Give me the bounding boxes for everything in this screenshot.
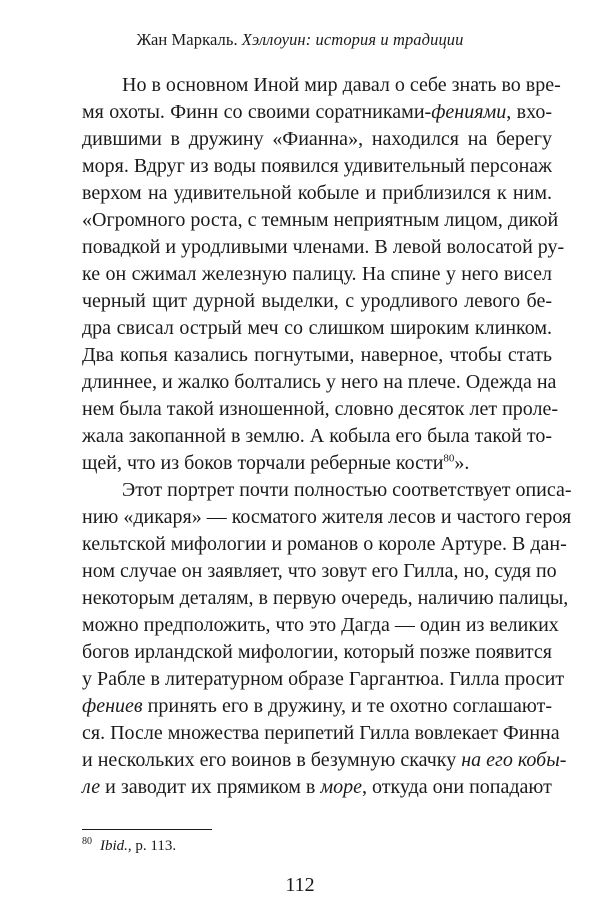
text-segment: кельтской мифологии и романов о короле Артуре. В дан- xyxy=(82,533,567,555)
text-segment: некоторым деталям, в первую очередь, наличию палицы, xyxy=(82,587,569,609)
text-segment: у Рабле в литературном образе Гаргантюа. Гилла просит xyxy=(82,668,565,690)
text-line xyxy=(82,315,552,342)
text-segment: жала закопанной в землю. А кобыла его была такой то- xyxy=(82,425,552,447)
text-line xyxy=(82,180,552,207)
footnote-rule xyxy=(82,829,212,830)
text-line xyxy=(82,639,552,666)
text-line xyxy=(82,612,559,639)
text-line xyxy=(82,207,559,234)
text-segment: ся. После множества перипетий Гилла вовлекает Финна xyxy=(82,722,560,744)
footnote-source: Ibid. xyxy=(100,838,128,854)
running-header xyxy=(0,30,600,50)
text-segment: , откуда они попадают xyxy=(361,776,552,798)
text-segment: , вхо- xyxy=(506,101,552,123)
text-line xyxy=(82,261,552,288)
text-line xyxy=(82,477,572,504)
text-line xyxy=(82,369,557,396)
italic-text: море xyxy=(320,776,362,798)
text-segment: нем была такой изношенной, словно десяток лет проле- xyxy=(82,398,559,420)
text-line xyxy=(82,342,552,369)
text-line xyxy=(82,153,552,180)
text-segment: принять его в дружину, и те охотно соглашают- xyxy=(142,695,552,717)
text-segment: Два копья казались погнутыми, наверное, чтобы стать xyxy=(82,344,552,366)
text-segment: верхом на удивительной кобыле и приблизился к ним. xyxy=(82,182,552,204)
text-segment: моря. Вдруг из воды появился удивительный персонаж xyxy=(82,155,552,177)
text-line xyxy=(82,504,572,531)
header-author: Жан Маркаль. xyxy=(136,30,238,49)
text-segment: дившими в дружину «Фианна», находился на берегу xyxy=(82,128,552,150)
text-line xyxy=(82,774,552,801)
text-segment: дра свисал острый меч со слишком широким клинком. xyxy=(82,317,552,339)
text-line xyxy=(82,693,552,720)
text-line xyxy=(82,423,552,450)
text-line xyxy=(82,585,569,612)
text-segment: ». xyxy=(454,452,470,474)
text-line xyxy=(82,666,565,693)
text-line xyxy=(82,720,560,747)
text-segment: Этот портрет почти полностью соответствует описа- xyxy=(122,479,572,501)
italic-text: фениями xyxy=(431,101,507,123)
text-segment: черный щит дурной выделки, с уродливого левого бе- xyxy=(82,290,552,312)
text-segment: и заводит их прямиком в xyxy=(100,776,321,798)
text-segment: богов ирландской мифологии, который позже появится xyxy=(82,641,552,663)
text-line xyxy=(82,126,552,153)
text-segment: щей, что из боков торчали реберные кости xyxy=(82,452,444,474)
italic-text: на его кобы- xyxy=(461,749,567,771)
paragraph xyxy=(82,72,565,477)
text-segment: можно предположить, что это Дагда — один из великих xyxy=(82,614,559,636)
text-segment: «Огромного роста, с темным неприятным лицом, дикой xyxy=(82,209,559,231)
text-line xyxy=(82,450,552,477)
paragraph xyxy=(82,477,572,801)
text-segment: и нескольких его воинов в безумную скачку xyxy=(82,749,462,771)
text-segment: повадкой и уродливыми членами. В левой волосатой ру- xyxy=(82,236,565,258)
header-title: Хэллоуин: история и традиции xyxy=(241,30,464,49)
text-line xyxy=(82,288,552,315)
text-segment: ке он сжимал железную палицу. На спине у него висел xyxy=(82,263,552,285)
italic-text: фениев xyxy=(82,695,143,717)
page-number: 112 xyxy=(285,874,315,896)
text-line xyxy=(82,396,559,423)
text-line xyxy=(82,531,567,558)
main-text xyxy=(82,72,572,801)
text-segment: мя охоты. Финн со своими соратниками- xyxy=(82,101,432,123)
text-segment: Но в основном Иной мир давал о себе знать во вре- xyxy=(122,74,561,96)
footnote-reference[interactable]: 80 xyxy=(443,452,455,465)
text-line xyxy=(82,558,557,585)
text-line xyxy=(82,747,567,774)
text-line xyxy=(82,234,565,261)
footnote xyxy=(82,836,176,856)
text-segment: длиннее, и жалко болтались у него на плече. Одежда на xyxy=(82,371,557,393)
text-line xyxy=(82,99,552,126)
text-line xyxy=(82,72,561,99)
text-segment: ном случае он заявляет, что зовут его Гилла, но, судя по xyxy=(82,560,557,582)
text-segment: нию «дикаря» — косматого жителя лесов и частого героя xyxy=(82,506,572,528)
footnote-rest: , p. 113. xyxy=(127,838,177,854)
italic-text: ле xyxy=(82,776,101,798)
footnote-number: 80 xyxy=(82,836,92,847)
